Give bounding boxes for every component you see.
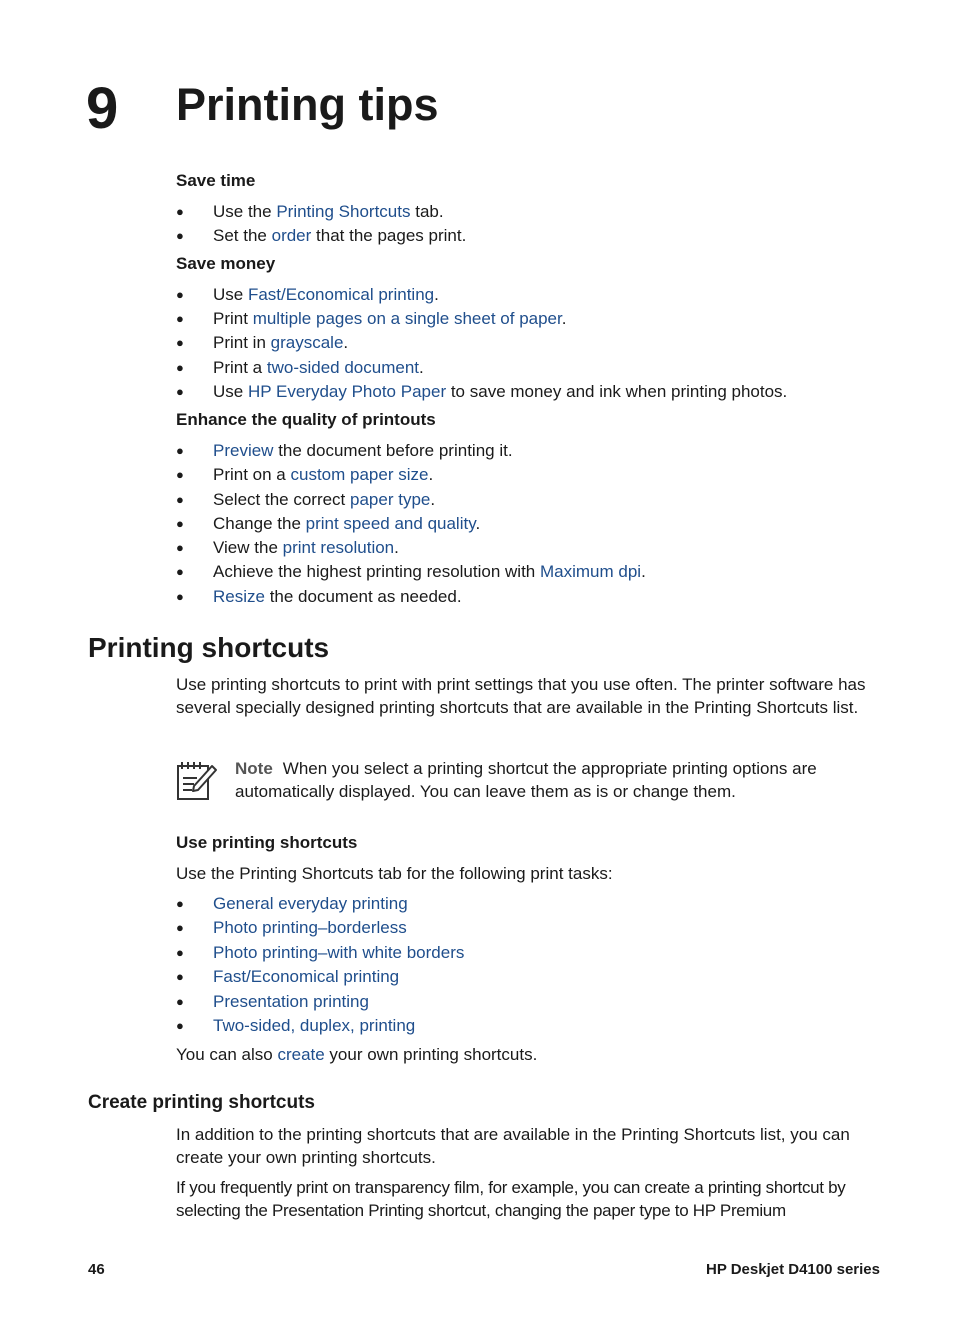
list-item — [176, 990, 464, 1014]
create-paragraph-1: In addition to the printing shortcuts that are available in the Printing Shortcuts list, you can create your own printing shortcuts. — [176, 1125, 850, 1167]
list-item: ● Use HP Everyday Photo Paper to save money and ink when printing photos. — [176, 380, 787, 404]
chapter-number: 9 — [86, 76, 119, 141]
printing-shortcuts-heading: Printing shortcuts — [88, 632, 330, 663]
link-two-sided-duplex[interactable]: Two-sided, duplex, printing — [213, 1016, 416, 1036]
link-two-sided[interactable]: two-sided document — [266, 357, 419, 377]
list-item — [176, 965, 464, 989]
list-item — [176, 941, 464, 965]
link-order[interactable]: order — [271, 226, 312, 245]
link-photo-borderless[interactable]: Photo printing–borderless — [213, 918, 407, 938]
list-item: ● View the print resolution. — [176, 536, 646, 560]
list-item: ● Set the order that the pages print. — [176, 224, 466, 248]
link-printing-shortcuts[interactable]: Printing Shortcuts — [276, 202, 411, 221]
link-photo-white-borders[interactable]: Photo printing–with white borders — [213, 942, 465, 962]
list-item — [176, 892, 464, 916]
list-item: ● Select the correct paper type. — [176, 488, 646, 512]
link-custom-paper-size[interactable]: custom paper size — [290, 465, 429, 485]
list-item: ● Use the Printing Shortcuts tab. — [176, 200, 466, 224]
link-everyday-photo-paper[interactable]: HP Everyday Photo Paper — [247, 381, 447, 401]
list-item: ● Print multiple pages on a single sheet of paper. — [176, 307, 787, 331]
shortcut-task-list — [176, 892, 464, 1038]
list-item: ● Achieve the highest printing resolution with Maximum dpi. — [176, 560, 646, 584]
chapter-title: Printing tips — [176, 79, 439, 130]
create-shortcuts-heading: Create printing shortcuts — [88, 1092, 315, 1113]
save-money-list — [176, 283, 787, 404]
list-item: ● Print a two-sided document. — [176, 356, 787, 380]
shortcuts-intro: Use printing shortcuts to print with print settings that you use often. The printer software has several specially designed printing shortcuts that are available in the Printing Shortcuts list. — [176, 675, 866, 717]
link-print-speed-quality[interactable]: print speed and quality — [305, 513, 476, 533]
link-resize[interactable]: Resize — [213, 586, 265, 606]
use-shortcuts-intro: Use the Printing Shortcuts tab for the following print tasks: — [176, 864, 613, 883]
note-pad-icon — [176, 760, 218, 802]
page-number: 46 — [88, 1261, 105, 1278]
list-item: ● Print in grayscale. — [176, 331, 787, 355]
list-item: ● Preview the document before printing it. — [176, 439, 646, 463]
link-grayscale[interactable]: grayscale — [270, 333, 344, 353]
create-paragraph-2: If you frequently print on transparency film, for example, you can create a printing shortcut by selecting the Presentation Printing shortcut, changing the paper type to HP Premium — [176, 1178, 846, 1220]
link-create[interactable]: create — [277, 1045, 325, 1064]
save-time-heading: Save time — [176, 171, 256, 190]
list-item: ● Change the print speed and quality. — [176, 512, 646, 536]
enhance-heading: Enhance the quality of printouts — [176, 410, 436, 429]
link-presentation-printing[interactable]: Presentation printing — [213, 991, 369, 1011]
note-label: Note — [235, 759, 273, 778]
list-item: ● Resize the document as needed. — [176, 585, 646, 609]
list-item — [176, 916, 464, 940]
save-time-list — [176, 200, 466, 248]
product-name: HP Deskjet D4100 series — [705, 1261, 880, 1278]
link-general-everyday[interactable]: General everyday printing — [213, 894, 408, 913]
list-item — [176, 1014, 464, 1038]
note-text: Note When you select a printing shortcut the appropriate printing options are automatically displayed. You can leave them as is or change them. — [235, 759, 817, 801]
list-item: ● Print on a custom paper size. — [176, 463, 646, 487]
list-item: ● Use Fast/Economical printing. — [176, 283, 787, 307]
link-multiple-pages[interactable]: multiple pages on a single sheet of paper — [252, 309, 562, 329]
link-print-resolution[interactable]: print resolution — [282, 538, 395, 558]
link-maximum-dpi[interactable]: Maximum dpi — [539, 562, 642, 582]
link-preview[interactable]: Preview — [213, 441, 274, 460]
save-money-heading: Save money — [176, 254, 276, 273]
use-shortcuts-heading: Use printing shortcuts — [176, 833, 358, 852]
link-fast-economical[interactable]: Fast/Economical printing — [247, 285, 435, 304]
create-own-text: You can also create your own printing shortcuts. — [176, 1045, 538, 1064]
enhance-list — [176, 439, 646, 609]
link-paper-type[interactable]: paper type — [350, 489, 431, 509]
link-fast-economical-printing[interactable]: Fast/Economical printing — [213, 967, 400, 987]
